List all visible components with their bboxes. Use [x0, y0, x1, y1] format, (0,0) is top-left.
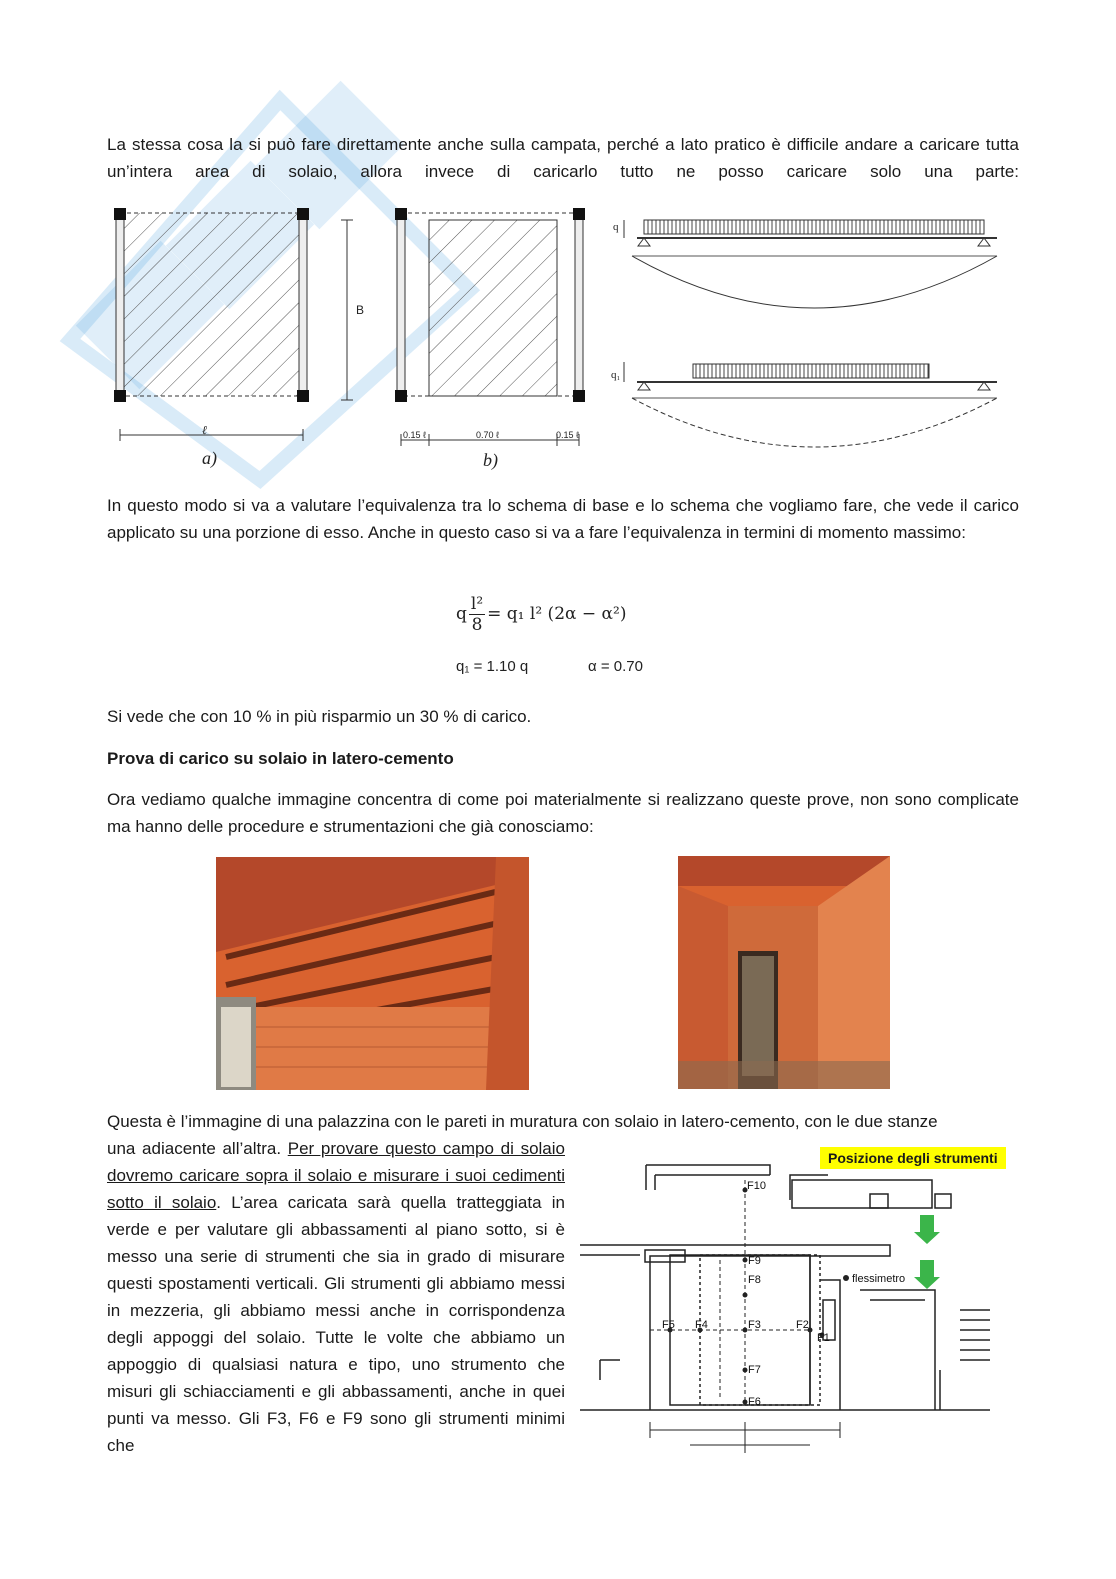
instrument-F10: F10 [747, 1180, 766, 1192]
instrument-F9: F9 [748, 1255, 761, 1267]
photo-ceiling [216, 857, 529, 1090]
load-scheme-figure [107, 200, 1019, 472]
section-heading: Prova di carico su solaio in latero-cemento [107, 749, 454, 768]
instrument-F5: F5 [662, 1319, 675, 1331]
intro-paragraph: La stessa cosa la si può fare direttamente anche sulla campata, perché a lato pratico è difficile andare a caricare tutta un’intera area di solaio, allora invece di caricarlo tutto ne posso caricare solo una parte: [107, 135, 1019, 181]
formula-numerator: l² [470, 594, 484, 614]
photo-corridor [678, 856, 890, 1089]
saving-paragraph: Si vede che con 10 % in più risparmio un 30 % di carico. [107, 707, 532, 726]
building-line1: Questa è l’immagine di una palazzina con le pareti in muratura con solaio in latero-cemento, con le due stanze [107, 1112, 938, 1131]
instrument-F8: F8 [748, 1274, 761, 1286]
load-q1-label: q₁ [611, 369, 621, 381]
formula-rhs: = q₁ l² (2α − α²) [487, 604, 627, 624]
instrument-F6: F6 [748, 1396, 761, 1408]
floor-plan [580, 1160, 1000, 1460]
images-intro-paragraph: Ora vediamo qualche immagine concentra di come poi materialmente si realizzano queste prove, non sono complicate ma hanno delle procedure e strumentazioni che già conosciamo: [107, 790, 1019, 836]
instrument-F4: F4 [695, 1319, 708, 1331]
scheme-a [114, 208, 353, 441]
load-q-label: q [613, 221, 619, 233]
building-paragraph [107, 1135, 565, 1459]
dim-l-label: ℓ [202, 423, 207, 437]
dim-b3-label: 0.15 ℓ [556, 430, 579, 440]
beam-partial-load [624, 362, 997, 447]
beam-full-load [624, 220, 997, 308]
instrument-F3: F3 [748, 1319, 761, 1331]
dim-b2-label: 0.70 ℓ [476, 430, 499, 440]
moment-equivalence-formula [456, 594, 626, 635]
building-rest: . L’area caricata sarà quella tratteggiata in verde e per valutare gli abbassamenti al piano sotto, si è messo una serie di strumenti che sia in grado di misurare questi spostamenti verticali. Gli strumenti gli abbiamo messi in mezzeria, gli abbiamo messi anche in corrispondenza degli appoggi del solaio. Tutte le volte che abbiamo un appoggio di qualsiasi natura e tipo, uno strumento che misuri gli schiacciamenti e gli abbassamenti, anche in quei punti va messo. Gli F3, F6 e F9 sono gli strumenti minimi che [107, 1193, 565, 1455]
instrument-F7: F7 [748, 1364, 761, 1376]
equivalence-paragraph: In questo modo si va a valutare l’equivalenza tra lo schema di base e lo schema che vogliamo fare, che vede il carico applicato su una porzione di esso. Anche in questo caso si va a fare l’equivalenza in termini di momento massimo: [107, 496, 1019, 542]
scheme-b [395, 208, 585, 446]
alpha-value: α = 0.70 [588, 658, 643, 675]
q1-value: q₁ = 1.10 q [456, 658, 529, 675]
dim-B-label: B [356, 303, 365, 317]
dim-b1-label: 0.15 ℓ [403, 430, 426, 440]
building-line2-start: una adiacente all’altra. [107, 1139, 288, 1158]
formula-q: q [456, 604, 467, 624]
formula-denominator: 8 [471, 615, 483, 635]
instrument-F2: F2 [796, 1319, 809, 1331]
flessimetro-label: flessimetro [852, 1273, 906, 1285]
label-b: b) [483, 450, 498, 470]
instrument-F1: F1 [817, 1332, 830, 1344]
building-underlined: Per provare questo campo di solaio dovremo caricare sopra il solaio e misurare i suoi cedimenti sotto il solaio [107, 1139, 565, 1212]
plan-title: Posizione degli strumenti [820, 1147, 1006, 1169]
label-a: a) [202, 448, 217, 468]
